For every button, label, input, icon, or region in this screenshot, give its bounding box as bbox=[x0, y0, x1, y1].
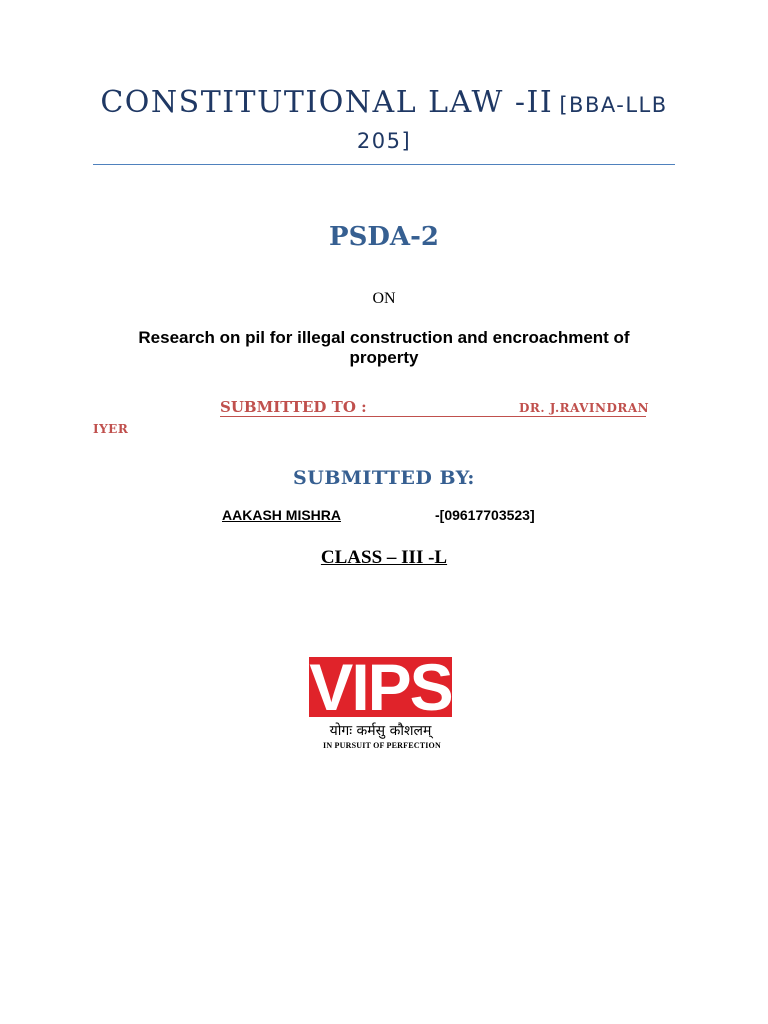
document-title bbox=[93, 86, 675, 165]
class-section bbox=[0, 547, 768, 569]
student-enrollment: -[09617703523] bbox=[435, 507, 535, 523]
course-code: [BBA-LLB bbox=[559, 93, 668, 117]
on-label: ON bbox=[372, 290, 396, 307]
submitted-to-label: SUBMITTED TO : bbox=[220, 398, 367, 416]
vips-logo bbox=[309, 657, 455, 753]
student-line bbox=[222, 507, 535, 523]
class-label: CLASS – III -L bbox=[320, 547, 448, 568]
course-title: CONSTITUTIONAL LAW -II bbox=[100, 85, 554, 120]
vips-logo-motto: योगः कर्मसु कौशलम् bbox=[329, 723, 432, 739]
teacher-name-continued: IYER bbox=[93, 422, 129, 436]
assignment-title: PSDA-2 bbox=[329, 222, 439, 252]
research-topic: Research on pil for illegal construction and encroachment of property bbox=[138, 328, 630, 367]
teacher-name: DR. J.RAVINDRAN bbox=[519, 401, 650, 415]
vips-logo-tagline: IN PURSUIT OF PERFECTION bbox=[323, 741, 441, 750]
vips-logo-mark: VIPS bbox=[309, 657, 452, 717]
student-name: AAKASH MISHRA bbox=[222, 507, 341, 523]
submitted-by-label: SUBMITTED BY: bbox=[293, 467, 475, 489]
course-code-continued: 205] bbox=[356, 129, 412, 153]
